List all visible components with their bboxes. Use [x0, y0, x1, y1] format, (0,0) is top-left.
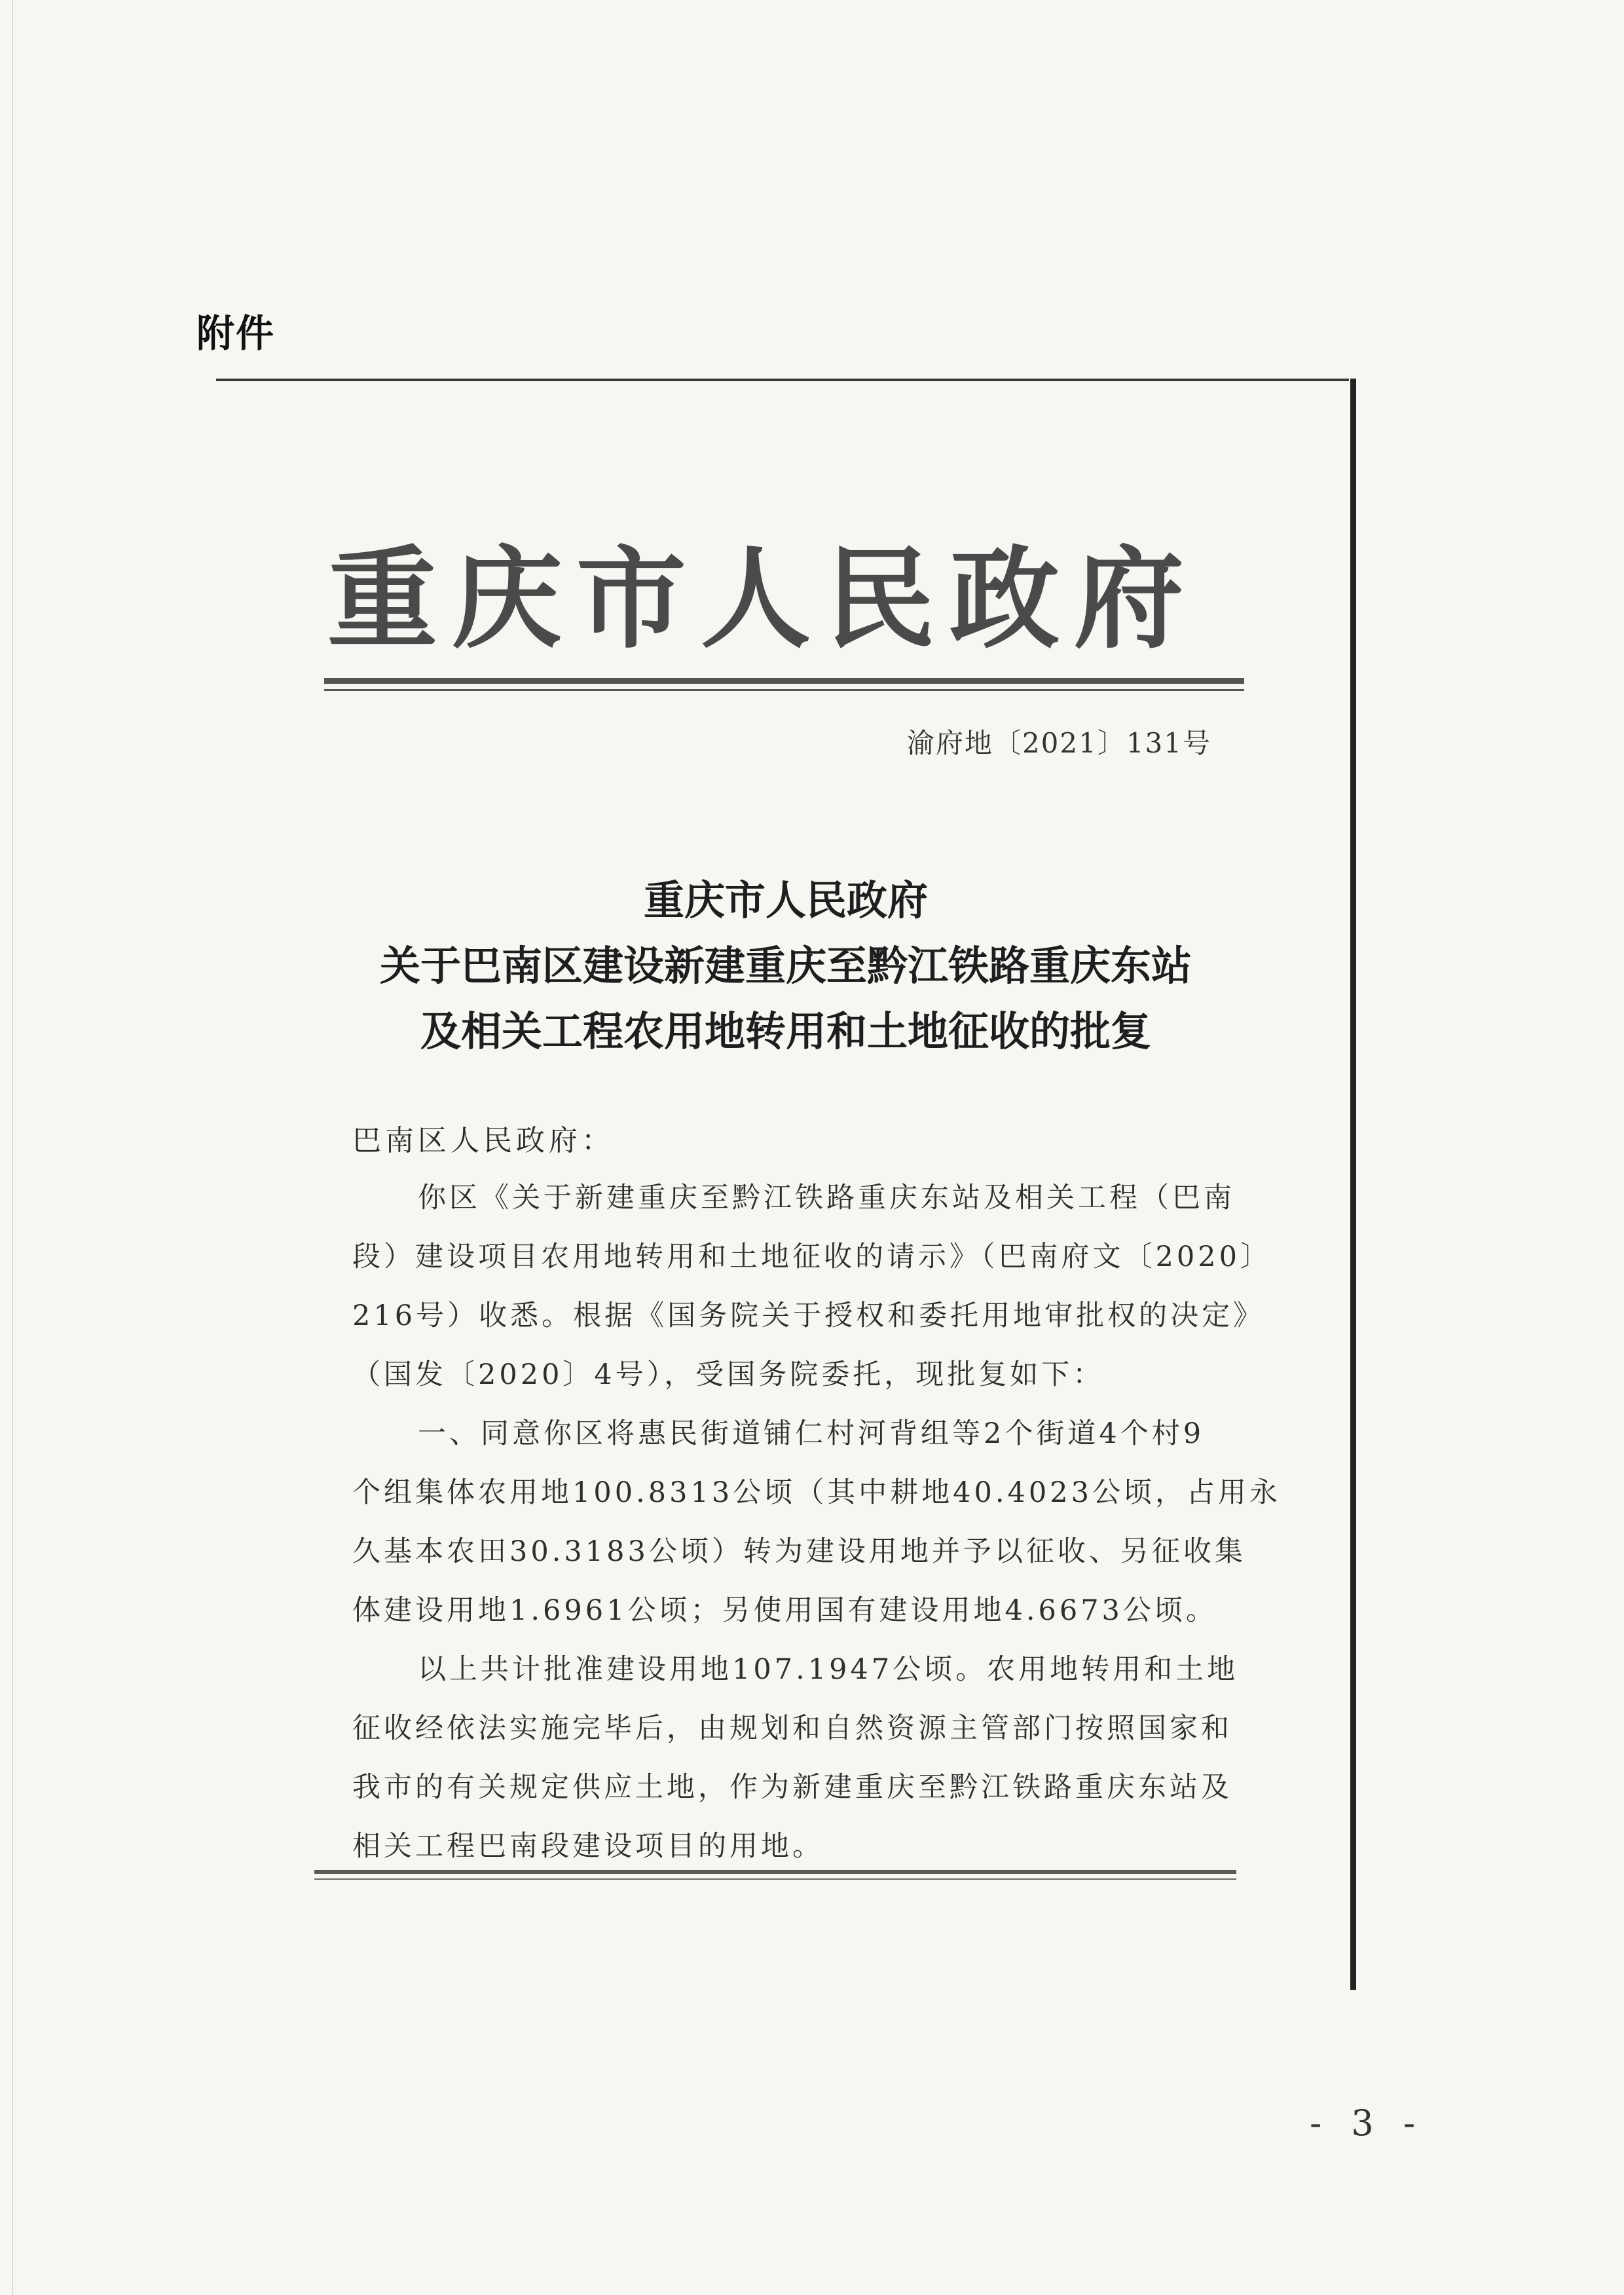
heading-rule-thick — [324, 678, 1244, 684]
body-line: 相关工程巴南段建设项目的用地。 — [352, 1830, 824, 1863]
addressee: 巴南区人民政府： — [352, 1124, 614, 1157]
frame-right-border — [1350, 379, 1356, 1990]
document-number: 渝府地〔2021〕131号 — [906, 727, 1211, 759]
bottom-rule-thin — [314, 1878, 1236, 1880]
title-line: 重庆市人民政府 — [643, 876, 928, 924]
body-line: 征收经依法实施完毕后，由规划和自然资源主管部门按照国家和 — [352, 1712, 1232, 1745]
bottom-rule-thick — [314, 1870, 1236, 1874]
scan-edge-line — [12, 0, 13, 2295]
frame-top-border — [216, 379, 1349, 381]
body-line: 我市的有关规定供应土地，作为新建重庆至黔江铁路重庆东站及 — [352, 1771, 1232, 1804]
body-line: 你区《关于新建重庆至黔江铁路重庆东站及相关工程（巴南 — [418, 1182, 1235, 1214]
body-line: 久基本农田30.3183公顷）转为建设用地并予以征收、另征收集 — [352, 1535, 1246, 1568]
title-line: 关于巴南区建设新建重庆至黔江铁路重庆东站 — [379, 942, 1192, 990]
attachment-label: 附件 — [196, 311, 276, 356]
page-number: - 3 - — [1310, 2102, 1425, 2144]
body-line: 以上共计批准建设用地107.1947公顷。农用地转用和土地 — [418, 1653, 1239, 1686]
title-line: 及相关工程农用地转用和土地征收的批复 — [420, 1007, 1151, 1055]
document-title — [262, 868, 1310, 1064]
body-line: 个组集体农用地100.8313公顷（其中耕地40.4023公顷，占用永 — [352, 1476, 1281, 1509]
body-line: 一、同意你区将惠民街道铺仁村河背组等2个街道4个村9 — [418, 1417, 1205, 1450]
document-heading: 重庆市人民政府 — [327, 534, 1198, 663]
body-line: 体建设用地1.6961公顷；另使用国有建设用地4.6673公顷。 — [352, 1594, 1217, 1627]
body-line: 段）建设项目农用地转用和土地征收的请示》（巴南府文〔2020〕 — [352, 1241, 1272, 1273]
body-line: （国发〔2020〕4号），受国务院委托，现批复如下： — [352, 1358, 1105, 1391]
heading-rule-thin — [324, 689, 1244, 691]
body-line: 216号）收悉。根据《国务院关于授权和委托用地审批权的决定》 — [352, 1299, 1265, 1332]
